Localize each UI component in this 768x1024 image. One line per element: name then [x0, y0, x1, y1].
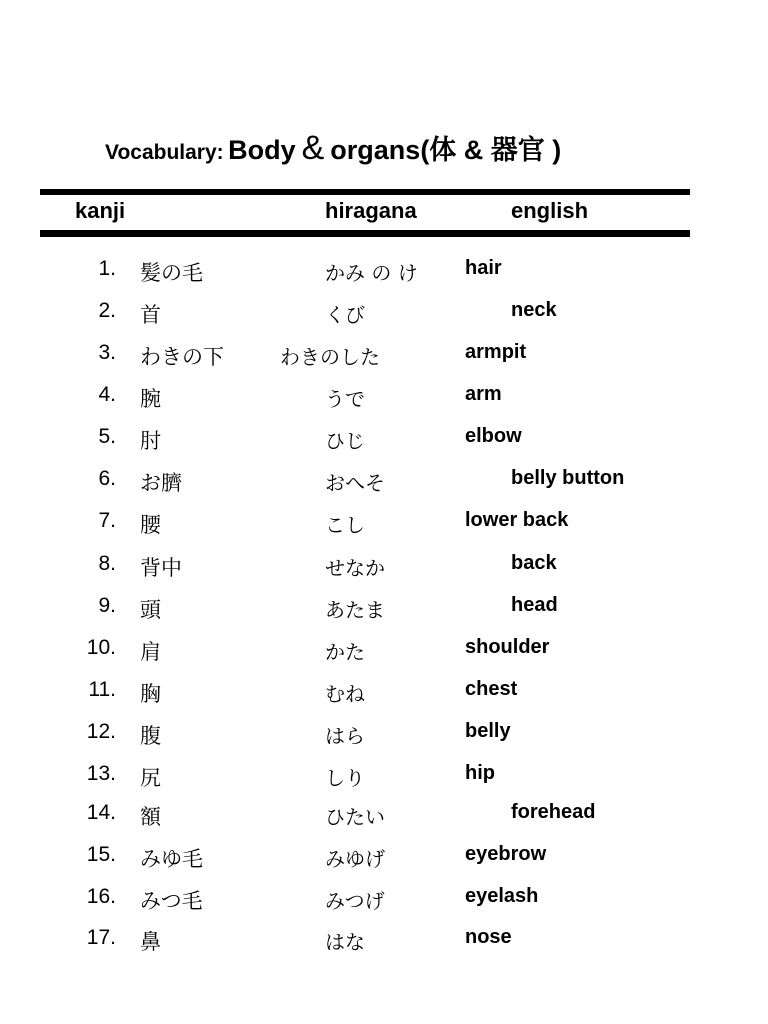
item-english: nose	[465, 926, 512, 948]
header-bottom-rule	[40, 230, 690, 237]
item-number: 16.	[86, 885, 116, 908]
item-english: hip	[465, 762, 495, 784]
item-number: 17.	[86, 926, 116, 949]
item-kanji: 額	[140, 805, 161, 829]
item-english: belly	[465, 720, 511, 742]
list-item	[0, 636, 768, 666]
item-number: 3.	[98, 341, 116, 364]
item-hiragana: くび	[325, 303, 365, 327]
item-hiragana: ひたい	[325, 805, 385, 829]
item-kanji: 肩	[140, 640, 161, 664]
item-hiragana: みつげ	[325, 889, 385, 913]
item-english: armpit	[465, 341, 527, 363]
item-hiragana: ひじ	[325, 429, 365, 453]
item-hiragana: わきのした	[280, 345, 380, 369]
item-english: chest	[465, 678, 518, 700]
item-english: neck	[511, 299, 557, 321]
item-hiragana: かみ の け	[325, 261, 418, 285]
title-body: Body	[228, 135, 296, 165]
item-number: 9.	[98, 594, 116, 617]
item-english: belly button	[511, 467, 625, 489]
page-title	[105, 128, 561, 168]
item-number: 7.	[98, 509, 116, 532]
item-kanji: みゆ毛	[140, 847, 203, 871]
item-kanji: 肘	[140, 429, 161, 453]
item-english: arm	[465, 383, 502, 405]
list-item	[0, 801, 768, 831]
item-kanji: 胸	[140, 682, 161, 706]
item-kanji: みつ毛	[140, 889, 203, 913]
item-hiragana: あたま	[325, 598, 385, 622]
item-number: 6.	[98, 467, 116, 490]
list-item	[0, 467, 768, 497]
item-kanji: 頭	[140, 598, 161, 622]
list-item	[0, 552, 768, 582]
item-hiragana: こし	[325, 513, 365, 537]
item-english: shoulder	[465, 636, 550, 658]
item-number: 5.	[98, 425, 116, 448]
title-organs: organs(体 & 器官 )	[330, 135, 562, 165]
item-english: elbow	[465, 425, 522, 447]
item-number: 13.	[86, 762, 116, 785]
list-item	[0, 299, 768, 329]
item-kanji: 首	[140, 303, 161, 327]
item-hiragana: おへそ	[325, 471, 385, 495]
item-number: 10.	[86, 636, 116, 659]
header-top-rule	[40, 189, 690, 195]
list-item	[0, 509, 768, 539]
item-hiragana: せなか	[325, 556, 385, 580]
list-item	[0, 926, 768, 956]
list-item	[0, 678, 768, 708]
list-item	[0, 762, 768, 792]
item-kanji: 尻	[140, 766, 161, 790]
item-number: 1.	[98, 257, 116, 280]
item-english: forehead	[511, 801, 596, 823]
item-english: head	[511, 594, 558, 616]
item-hiragana: みゆげ	[325, 847, 385, 871]
item-number: 11.	[88, 678, 116, 701]
item-kanji: お臍	[140, 471, 182, 495]
item-hiragana: はら	[325, 724, 365, 748]
item-kanji: 腕	[140, 387, 161, 411]
item-kanji: 背中	[140, 556, 182, 580]
list-item	[0, 257, 768, 287]
item-english: eyebrow	[465, 843, 547, 865]
item-kanji: わきの下	[140, 345, 224, 369]
header-hiragana: hiragana	[325, 198, 417, 223]
item-kanji: 腹	[140, 724, 161, 748]
item-hiragana: うで	[325, 387, 365, 411]
list-item	[0, 885, 768, 915]
title-label: Vocabulary:	[105, 141, 224, 164]
item-number: 14.	[86, 801, 116, 824]
list-item	[0, 720, 768, 750]
item-hiragana: はな	[325, 930, 365, 954]
item-number: 8.	[98, 552, 116, 575]
list-item	[0, 425, 768, 455]
item-kanji: 鼻	[140, 930, 161, 954]
list-item	[0, 843, 768, 873]
item-english: eyelash	[465, 885, 539, 907]
item-number: 4.	[98, 383, 116, 406]
item-number: 15.	[86, 843, 116, 866]
item-english: lower back	[465, 509, 569, 531]
header-english: english	[511, 198, 589, 223]
item-hiragana: しり	[325, 766, 365, 790]
header-kanji: kanji	[75, 198, 126, 223]
list-item	[0, 341, 768, 371]
item-hiragana: かた	[325, 640, 365, 664]
list-item	[0, 383, 768, 413]
list-item	[0, 594, 768, 624]
item-english: hair	[465, 257, 502, 279]
item-number: 12.	[86, 720, 116, 743]
item-kanji: 腰	[140, 513, 161, 537]
item-hiragana: むね	[325, 682, 365, 706]
item-english: back	[511, 552, 557, 574]
item-number: 2.	[98, 299, 116, 322]
title-ampersand: &	[301, 129, 325, 167]
item-kanji: 髪の毛	[140, 261, 203, 285]
